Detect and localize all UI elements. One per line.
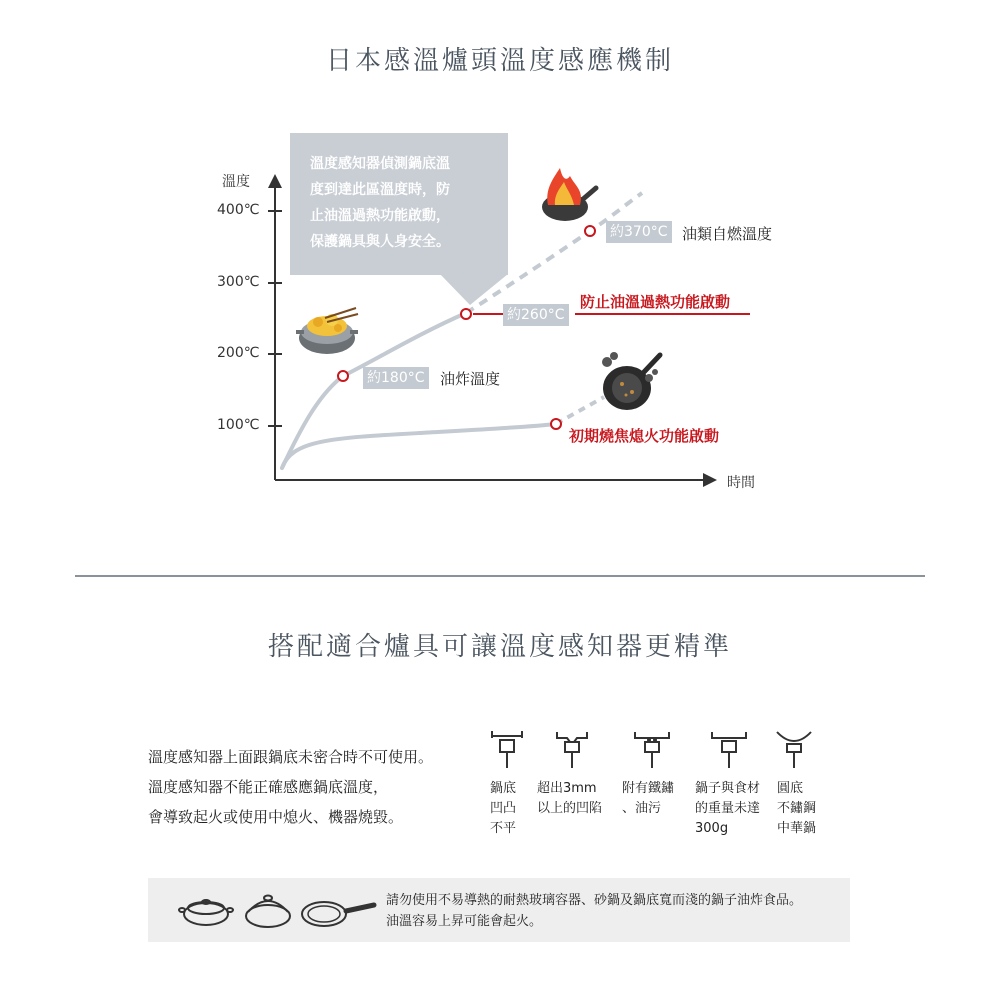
- y-axis-arrow: [268, 174, 282, 188]
- point-label: 防止油溫過熱功能啟動: [580, 293, 731, 311]
- section-divider: [75, 575, 925, 577]
- callout-line: 溫度感知器偵測鍋底溫: [310, 156, 450, 172]
- pan-type-label: 超出3mm 以上的凹陷: [537, 781, 603, 816]
- note-line: 溫度感知器不能正確感應鍋底溫度，: [148, 778, 389, 796]
- callout-line: 止油溫過熱功能啟動，: [310, 208, 450, 224]
- point-label: 油炸溫度: [440, 370, 501, 388]
- warning-line: 請勿使用不易導熱的耐熱玻璃容器、砂鍋及鍋底寬而淺的鍋子油炸食品。: [386, 893, 803, 908]
- lower-curve: [282, 424, 556, 468]
- rust-icon: [635, 732, 669, 768]
- uneven-bottom-icon: [492, 731, 522, 768]
- x-axis-arrow: [703, 473, 717, 487]
- callout-line: 保護鍋具與人身安全。: [310, 234, 450, 250]
- callout-pointer: [440, 274, 508, 305]
- point-label: 初期燒焦熄火功能啟動: [569, 427, 720, 445]
- point-value-tag: 約260°C: [503, 304, 569, 326]
- section-title: 搭配適合爐具可讓溫度感知器更精準: [267, 632, 732, 662]
- pan-type-label: 鍋底 凹凸 不平: [490, 781, 517, 836]
- point-value-tag: 約180°C: [363, 367, 429, 389]
- point-marker: [585, 226, 595, 236]
- cookware-icons: [178, 888, 378, 932]
- callout-line: 度到達此區溫度時，防: [310, 182, 450, 198]
- warning-text: [386, 890, 802, 932]
- point-marker: [338, 371, 348, 381]
- point-marker: [461, 309, 471, 319]
- shallow-pan-icon: [302, 902, 374, 926]
- y-axis-label: 溫度: [222, 174, 250, 190]
- note-line: 會導致起火或使用中熄火、機器燒毀。: [148, 808, 404, 826]
- warning-line: 油溫容易上昇可能會起火。: [386, 914, 543, 929]
- dent-icon: [557, 732, 587, 768]
- point-label: 油類自燃溫度: [682, 225, 773, 243]
- y-tick-label: 100℃: [217, 417, 260, 433]
- fried-food-pot-icon: [296, 308, 358, 354]
- warning-box: [148, 878, 850, 942]
- burnt-pan-icon: [602, 352, 660, 410]
- glass-pot-icon: [179, 900, 233, 925]
- pan-type-label: 鍋子與食材 的重量未達 300g: [695, 781, 761, 836]
- x-axis-label: 時間: [727, 475, 755, 491]
- y-tick-label: 200℃: [217, 345, 260, 361]
- point-value-tag: 約370°C: [606, 221, 672, 243]
- y-tick-label: 400℃: [217, 202, 260, 218]
- fire-pan-icon: [542, 168, 596, 221]
- round-wok-icon: [777, 732, 811, 768]
- page-title: 日本感溫爐頭溫度感應機制: [325, 46, 674, 76]
- note-line: 溫度感知器上面跟鍋底未密合時不可使用。: [148, 748, 434, 766]
- sensor-notes: [148, 742, 433, 832]
- clay-pot-icon: [246, 896, 290, 928]
- y-tick-label: 300℃: [217, 274, 260, 290]
- pan-type-label: 圓底 不鏽鋼 中華鍋: [777, 781, 817, 836]
- pan-diagrams: [480, 728, 830, 774]
- light-weight-icon: [712, 732, 746, 768]
- point-marker: [551, 419, 561, 429]
- pan-type-label: 附有鐵鏽 、油污: [622, 781, 675, 816]
- lower-curve-dashed: [556, 397, 604, 424]
